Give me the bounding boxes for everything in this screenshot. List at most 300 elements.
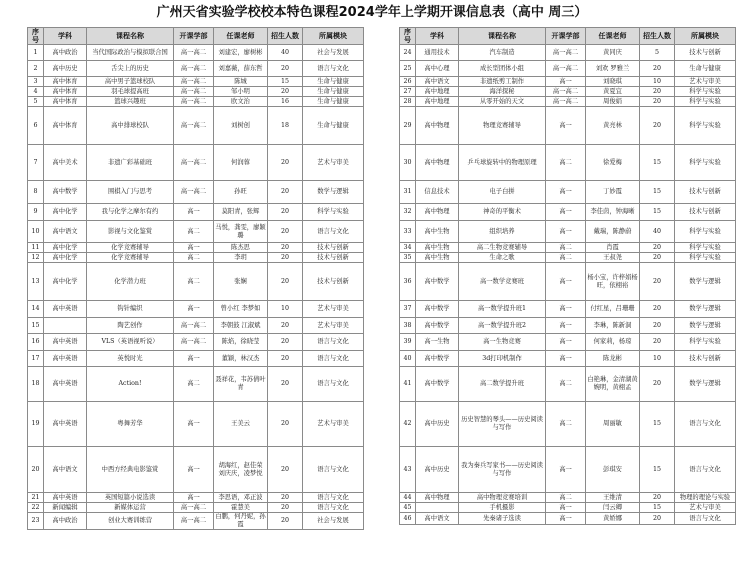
row-subject: 高中物理 — [416, 204, 459, 221]
row-teacher: 陈城 — [214, 77, 268, 87]
row-enrollment: 20 — [268, 513, 303, 530]
row-teacher: 张娴 — [214, 263, 268, 301]
row-enrollment: 20 — [640, 61, 675, 77]
row-number: 2 — [28, 61, 44, 77]
row-module: 技术与创新 — [675, 181, 736, 204]
row-teacher: 黄夏宜 — [586, 87, 640, 97]
table-row — [28, 493, 364, 503]
row-teacher: 李琳，陈新洞 — [586, 318, 640, 334]
course-table-right — [399, 27, 736, 525]
row-number: 45 — [400, 503, 416, 513]
row-number: 5 — [28, 97, 44, 107]
row-enrollment: 20 — [640, 263, 675, 301]
table-row — [400, 351, 736, 367]
row-subject: 高中英语 — [44, 351, 87, 367]
table-row — [28, 253, 364, 263]
row-department: 高一高二 — [174, 145, 214, 181]
row-enrollment: 20 — [268, 334, 303, 351]
row-enrollment: 15 — [640, 503, 675, 513]
row-teacher: 周丽敏 — [586, 402, 640, 447]
row-course-name: 粤舞芳华 — [87, 402, 174, 447]
row-number: 11 — [28, 243, 44, 253]
row-number: 34 — [400, 243, 416, 253]
row-subject: 高中物理 — [416, 145, 459, 181]
row-teacher: 王叔尧 — [586, 253, 640, 263]
row-department: 高二 — [546, 402, 586, 447]
table-row — [400, 318, 736, 334]
row-enrollment: 20 — [640, 253, 675, 263]
row-module: 语言与文化 — [303, 351, 364, 367]
row-subject — [44, 318, 87, 334]
row-department: 高一高二 — [174, 318, 214, 334]
row-number: 19 — [28, 402, 44, 447]
row-department: 高二 — [546, 253, 586, 263]
row-department: 高一高二 — [174, 503, 214, 513]
row-number: 33 — [400, 221, 416, 243]
row-number: 44 — [400, 493, 416, 503]
table-row — [28, 513, 364, 530]
row-module: 语言与文化 — [303, 334, 364, 351]
row-module: 社会与发展 — [303, 45, 364, 61]
row-module: 艺术与审美 — [303, 145, 364, 181]
row-subject: 高中英语 — [44, 334, 87, 351]
row-teacher: 丁妙霞 — [586, 181, 640, 204]
row-module: 科学与实验 — [675, 243, 736, 253]
row-module: 语言与文化 — [675, 447, 736, 493]
table-row — [400, 503, 736, 513]
row-department: 高一高二 — [174, 77, 214, 87]
row-teacher: 李朝鼓 江淑斌 — [214, 318, 268, 334]
row-teacher: 李佳茵，钟海晰 — [586, 204, 640, 221]
row-number: 12 — [28, 253, 44, 263]
row-teacher: 孙旺 — [214, 181, 268, 204]
table-row — [28, 334, 364, 351]
row-subject: 高中化学 — [44, 204, 87, 221]
row-course-name: Action! — [87, 367, 174, 402]
row-course-name: 高二数学提升班 — [459, 367, 546, 402]
table-row — [28, 61, 364, 77]
row-subject: 新闻编辑 — [44, 503, 87, 513]
row-subject: 高中数学 — [416, 351, 459, 367]
row-course-name: 非遗广彩基础班 — [87, 145, 174, 181]
row-number: 41 — [400, 367, 416, 402]
table-row — [400, 107, 736, 145]
row-number: 36 — [400, 263, 416, 301]
row-subject: 高中英语 — [44, 301, 87, 318]
table-row — [400, 493, 736, 503]
row-department: 高一高二 — [546, 87, 586, 97]
header-course: 课程名称 — [459, 28, 546, 45]
row-department: 高一 — [546, 318, 586, 334]
row-course-name: 英悦时光 — [87, 351, 174, 367]
row-teacher: 莫阳青，张辉 — [214, 204, 268, 221]
row-subject: 高中数学 — [416, 263, 459, 301]
row-module: 技术与创新 — [675, 351, 736, 367]
row-number: 39 — [400, 334, 416, 351]
row-enrollment: 10 — [268, 301, 303, 318]
row-module: 科学与实验 — [675, 334, 736, 351]
row-teacher: 刘嘉薇，薛东哲 — [214, 61, 268, 77]
row-subject: 高中语文 — [416, 77, 459, 87]
row-enrollment: 20 — [640, 367, 675, 402]
row-enrollment: 20 — [640, 334, 675, 351]
row-subject: 高中物理 — [416, 107, 459, 145]
row-module: 数学与逻辑 — [675, 367, 736, 402]
row-department: 高一 — [546, 107, 586, 145]
row-department: 高一 — [174, 243, 214, 253]
row-enrollment: 20 — [268, 87, 303, 97]
row-subject: 高中美术 — [44, 145, 87, 181]
row-number: 20 — [28, 447, 44, 493]
row-number: 17 — [28, 351, 44, 367]
header-teacher: 任课老师 — [586, 28, 640, 45]
row-department: 高二 — [174, 367, 214, 402]
row-course-name: 汽车制造 — [459, 45, 546, 61]
row-enrollment: 20 — [268, 243, 303, 253]
row-department: 高二 — [546, 243, 586, 253]
row-course-name: 生命之歌 — [459, 253, 546, 263]
row-course-name: 组织培养 — [459, 221, 546, 243]
row-number: 42 — [400, 402, 416, 447]
row-department: 高二 — [174, 263, 214, 301]
row-course-name: 英国短篇小说选读 — [87, 493, 174, 503]
row-teacher: 刘晓琪 — [586, 77, 640, 87]
row-number: 46 — [400, 513, 416, 525]
row-module: 生命与健康 — [675, 61, 736, 77]
row-enrollment: 5 — [640, 45, 675, 61]
header-module: 所属模块 — [303, 28, 364, 45]
table-row — [400, 87, 736, 97]
row-subject: 高一生物 — [416, 334, 459, 351]
row-teacher: 黄娇娜 — [586, 513, 640, 525]
table-row — [400, 367, 736, 402]
row-number: 10 — [28, 221, 44, 243]
row-module: 生命与健康 — [303, 77, 364, 87]
table-header-row — [400, 28, 736, 45]
row-department: 高二 — [546, 367, 586, 402]
row-course-name: 新媒体运营 — [87, 503, 174, 513]
row-number: 1 — [28, 45, 44, 61]
row-department: 高二 — [546, 493, 586, 503]
table-row — [400, 77, 736, 87]
row-subject: 高中政治 — [44, 513, 87, 530]
row-teacher: 刘建宏，廖树彬 — [214, 45, 268, 61]
row-subject: 高中体育 — [44, 77, 87, 87]
row-module: 语言与文化 — [303, 447, 364, 493]
table-row — [400, 334, 736, 351]
row-teacher: 欧文治 — [214, 97, 268, 107]
row-module: 科学与实验 — [675, 145, 736, 181]
row-number: 32 — [400, 204, 416, 221]
header-dept: 开课学部 — [174, 28, 214, 45]
row-course-name: 先秦诸子选读 — [459, 513, 546, 525]
row-module: 语言与文化 — [675, 513, 736, 525]
row-number: 3 — [28, 77, 44, 87]
row-enrollment: 20 — [268, 145, 303, 181]
row-department: 高一高二 — [546, 45, 586, 61]
row-teacher: 戴瑞，陈静蔚 — [586, 221, 640, 243]
row-course-name: 钩针编织 — [87, 301, 174, 318]
row-enrollment: 16 — [268, 97, 303, 107]
row-enrollment: 20 — [268, 402, 303, 447]
row-subject: 高中英语 — [44, 493, 87, 503]
row-department: 高二 — [174, 253, 214, 263]
row-subject: 高中数学 — [416, 318, 459, 334]
row-subject: 高中英语 — [44, 367, 87, 402]
row-course-name: 神奇的平衡术 — [459, 204, 546, 221]
header-dept: 开课学部 — [546, 28, 586, 45]
row-teacher: 陈龙彬 — [586, 351, 640, 367]
row-enrollment: 15 — [640, 181, 675, 204]
row-department: 高一 — [546, 181, 586, 204]
row-subject: 高中地理 — [416, 97, 459, 107]
row-course-name: 篮球兴趣班 — [87, 97, 174, 107]
row-module: 艺术与审美 — [675, 77, 736, 87]
row-module: 物理的理论与实验 — [675, 493, 736, 503]
row-subject: 高中体育 — [44, 97, 87, 107]
row-department: 高一 — [546, 301, 586, 318]
row-module: 艺术与审美 — [303, 402, 364, 447]
row-module: 数学与逻辑 — [675, 301, 736, 318]
row-course-name: 从零开始的天文 — [459, 97, 546, 107]
table-row — [400, 97, 736, 107]
row-course-name: 当代国际政治与模拟联合国 — [87, 45, 174, 61]
row-enrollment: 20 — [268, 61, 303, 77]
row-teacher: 陈杰思 — [214, 243, 268, 253]
table-row — [400, 204, 736, 221]
table-row — [400, 45, 736, 61]
row-teacher: 胡海红，赵佳荣 刘庆庆，凌梦悦 — [214, 447, 268, 493]
table-row — [400, 447, 736, 493]
table-row — [28, 447, 364, 493]
row-teacher: 曾小红 李梦如 — [214, 301, 268, 318]
row-course-name: 高一数学提升班2 — [459, 318, 546, 334]
row-enrollment: 20 — [640, 243, 675, 253]
row-number: 35 — [400, 253, 416, 263]
row-teacher: 王美云 — [214, 402, 268, 447]
row-enrollment: 15 — [640, 447, 675, 493]
table-row — [28, 351, 364, 367]
row-department: 高一 — [546, 334, 586, 351]
row-department: 高一高二 — [174, 334, 214, 351]
row-module: 艺术与审美 — [303, 318, 364, 334]
row-teacher: 霍慧美 — [214, 503, 268, 513]
row-department: 高一 — [546, 204, 586, 221]
row-enrollment: 20 — [268, 181, 303, 204]
row-module: 数学与逻辑 — [303, 181, 364, 204]
row-course-name: 高中男子篮球校队 — [87, 77, 174, 87]
row-enrollment: 10 — [640, 77, 675, 87]
row-module: 语言与文化 — [303, 503, 364, 513]
table-row — [28, 204, 364, 221]
row-enrollment: 20 — [640, 301, 675, 318]
row-subject: 高中地理 — [416, 87, 459, 97]
row-module: 技术与创新 — [303, 263, 364, 301]
row-teacher: 周俊娟 — [586, 97, 640, 107]
row-module: 社会与发展 — [303, 513, 364, 530]
row-number: 8 — [28, 181, 44, 204]
header-subject: 学科 — [416, 28, 459, 45]
row-subject — [416, 503, 459, 513]
row-module: 生命与健康 — [303, 107, 364, 145]
row-department: 高一 — [546, 503, 586, 513]
row-module: 科学与实验 — [675, 87, 736, 97]
row-department: 高一 — [546, 351, 586, 367]
row-department: 高一高二 — [174, 97, 214, 107]
row-module: 语言与文化 — [303, 61, 364, 77]
row-module: 科学与实验 — [675, 97, 736, 107]
row-module: 技术与创新 — [303, 243, 364, 253]
row-module: 技术与创新 — [675, 45, 736, 61]
table-row — [400, 253, 736, 263]
header-module: 所属模块 — [675, 28, 736, 45]
row-number: 31 — [400, 181, 416, 204]
row-number: 16 — [28, 334, 44, 351]
row-teacher: 刘树创 — [214, 107, 268, 145]
row-department: 高一高二 — [174, 61, 214, 77]
row-teacher: 白艳琳，金清湖黄婉明，黄栩孟 — [586, 367, 640, 402]
row-number: 18 — [28, 367, 44, 402]
row-enrollment: 20 — [268, 367, 303, 402]
row-department: 高一高二 — [174, 45, 214, 61]
row-department: 高一高二 — [174, 87, 214, 97]
row-teacher: 肖霞 — [586, 243, 640, 253]
row-module: 艺术与审美 — [303, 301, 364, 318]
row-department: 高一高二 — [174, 107, 214, 145]
row-subject: 高中历史 — [416, 447, 459, 493]
page-title: 广州天省实验学校校本特色课程2024学年上学期开课信息表（高中 周三） — [156, 5, 588, 20]
row-enrollment: 20 — [268, 447, 303, 493]
row-number: 29 — [400, 107, 416, 145]
row-module: 数学与逻辑 — [675, 318, 736, 334]
row-enrollment: 20 — [640, 513, 675, 525]
row-department: 高一高二 — [546, 97, 586, 107]
row-number: 14 — [28, 301, 44, 318]
row-enrollment: 18 — [268, 107, 303, 145]
row-number: 13 — [28, 263, 44, 301]
row-number: 4 — [28, 87, 44, 97]
row-subject: 高中语文 — [44, 221, 87, 243]
row-department: 高二 — [546, 145, 586, 181]
row-number: 7 — [28, 145, 44, 181]
row-teacher: 闫云卿 — [586, 503, 640, 513]
row-department: 高一高二 — [174, 181, 214, 204]
row-module: 语言与文化 — [303, 367, 364, 402]
row-enrollment: 10 — [640, 351, 675, 367]
row-subject: 高中化学 — [44, 253, 87, 263]
row-subject: 高中化学 — [44, 243, 87, 253]
row-module: 语言与文化 — [303, 221, 364, 243]
header-course: 课程名称 — [87, 28, 174, 45]
row-number: 25 — [400, 61, 416, 77]
row-enrollment: 15 — [268, 77, 303, 87]
row-number: 38 — [400, 318, 416, 334]
row-module: 语言与文化 — [303, 493, 364, 503]
row-course-name: 影视与文化鉴赏 — [87, 221, 174, 243]
row-enrollment: 20 — [640, 97, 675, 107]
table-row — [400, 263, 736, 301]
row-course-name: 高二生物竞赛辅导 — [459, 243, 546, 253]
table-row — [28, 87, 364, 97]
row-department: 高一 — [546, 263, 586, 301]
row-teacher: 聂祥花，韦苏倩叶青 — [214, 367, 268, 402]
course-table-left — [27, 27, 364, 530]
row-teacher: 白鹏，何丹妮，孙霞 — [215, 513, 266, 528]
row-department: 高一 — [546, 513, 586, 525]
table-row — [28, 181, 364, 204]
table-row — [28, 77, 364, 87]
row-department: 高一 — [546, 447, 586, 493]
row-enrollment: 20 — [268, 318, 303, 334]
table-header-row — [28, 28, 364, 45]
row-teacher: 陈焰，徐晓莹 — [214, 334, 268, 351]
row-course-name: 化学潜力班 — [87, 263, 174, 301]
row-teacher: 李玥 — [214, 253, 268, 263]
row-teacher: 黄同庆 — [586, 45, 640, 61]
row-department: 高一 — [174, 204, 214, 221]
row-teacher: 彭琪安 — [586, 447, 640, 493]
row-module: 语言与文化 — [675, 402, 736, 447]
row-number: 24 — [400, 45, 416, 61]
row-course-name: 3d打印机制作 — [459, 351, 546, 367]
row-number: 15 — [28, 318, 44, 334]
row-module: 生命与健康 — [303, 87, 364, 97]
row-number: 21 — [28, 493, 44, 503]
row-subject: 高中历史 — [44, 61, 87, 77]
row-number: 23 — [28, 513, 44, 530]
row-department: 高一 — [546, 221, 586, 243]
row-course-name: 化学竞赛辅导 — [87, 243, 174, 253]
header-no: 序号 — [400, 28, 416, 45]
row-subject: 高中心理 — [416, 61, 459, 77]
table-row — [28, 367, 364, 402]
row-enrollment: 20 — [640, 107, 675, 145]
row-number: 9 — [28, 204, 44, 221]
row-course-name: 我为秦兵写家书——历史阅读与写作 — [459, 447, 546, 493]
row-course-name: 乒乓球旋转中的物理原理 — [459, 145, 546, 181]
row-course-name: 海洋探秘 — [459, 87, 546, 97]
row-subject: 高中数学 — [416, 301, 459, 318]
row-teacher: 邹小明 — [214, 87, 268, 97]
row-module: 技术与创新 — [303, 253, 364, 263]
row-course-name: 创业大赛训练营 — [87, 513, 174, 530]
row-subject: 高中政治 — [44, 45, 87, 61]
row-course-name: 成长型团体小组 — [459, 61, 546, 77]
header-count: 招生人数 — [268, 28, 303, 45]
row-department: 高一高二 — [546, 61, 586, 77]
row-number: 28 — [400, 97, 416, 107]
table-row — [28, 318, 364, 334]
row-module: 生命与健康 — [303, 97, 364, 107]
row-subject: 高中生物 — [416, 221, 459, 243]
row-subject: 高中数学 — [44, 181, 87, 204]
row-course-name: 高一数学提升班1 — [459, 301, 546, 318]
row-teacher: 李思语，邓正波 — [214, 493, 268, 503]
row-course-name: 高中排球校队 — [87, 107, 174, 145]
row-subject: 高中生物 — [416, 253, 459, 263]
row-course-name: 手机摄影 — [459, 503, 546, 513]
row-module: 数学与逻辑 — [675, 263, 736, 301]
row-department: 高一 — [174, 351, 214, 367]
table-row — [400, 301, 736, 318]
table-row — [400, 145, 736, 181]
table-row — [28, 263, 364, 301]
row-number: 27 — [400, 87, 416, 97]
table-row — [28, 97, 364, 107]
table-row — [28, 402, 364, 447]
row-department: 高一 — [546, 77, 586, 87]
row-subject: 通用技术 — [416, 45, 459, 61]
